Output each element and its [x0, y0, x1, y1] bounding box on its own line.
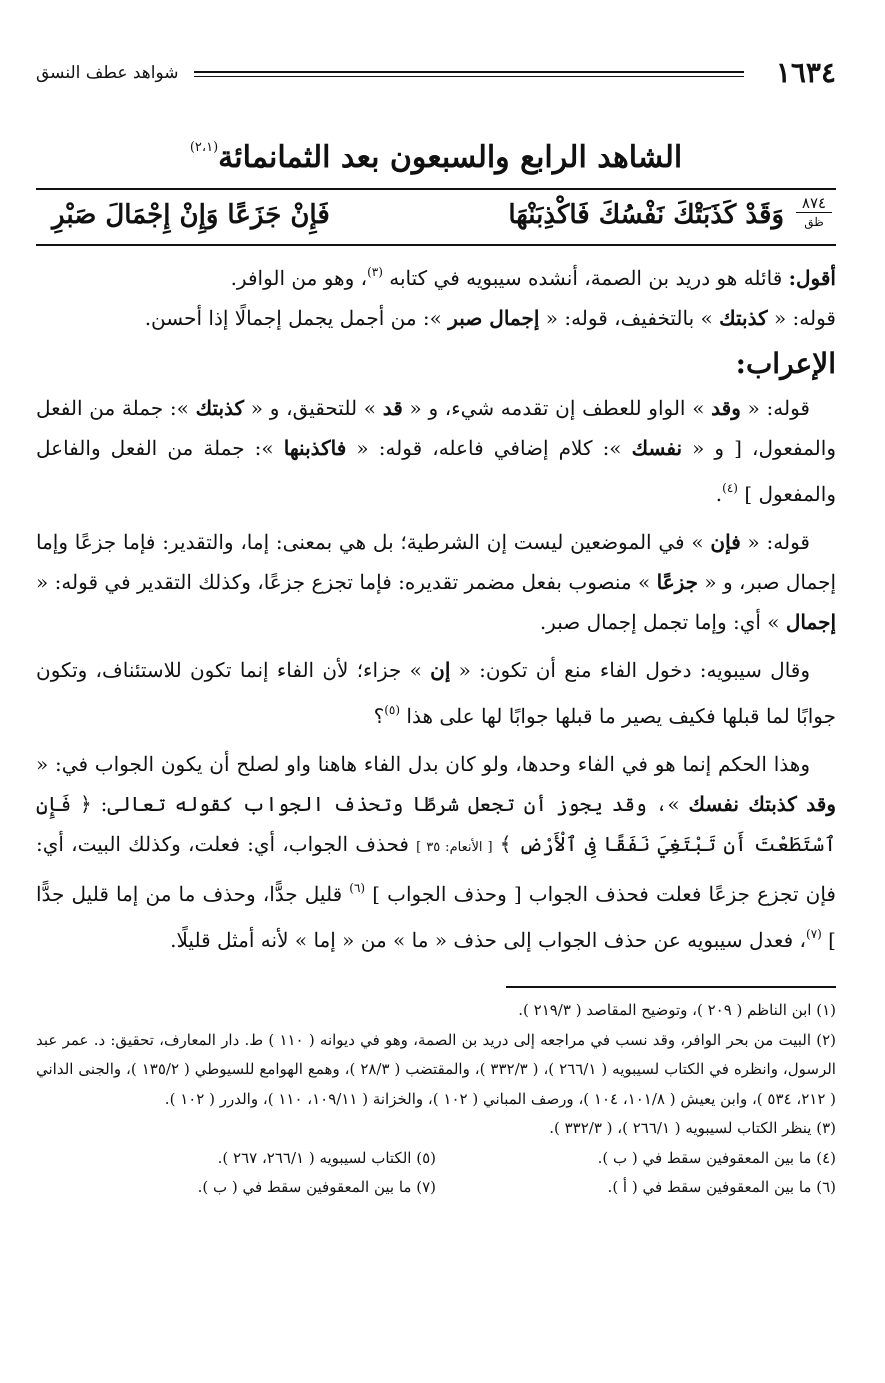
quran-citation: [ الأنعام: ٣٥ ] [416, 840, 493, 855]
footnotes [36, 996, 836, 1203]
irab-paragraph-1: قوله: « وقد » الواو للعطف إن تقدمه شيء، و « قد » للتحقيق، و « كذبتك »: جملة من الفعل والمفعول، [ و « نفسك »: كلام إضافي فاعله، قوله: « فاكذبنها »: جملة من الفعل والفاعل والمفعول ] $^{(٤)}$. [36, 396, 836, 506]
footnote-ref: (٧) [806, 927, 822, 941]
footnote-separator [506, 986, 836, 988]
footnote-1: (١) ابن الناظم ( ٢٠٩ )، وتوضيح المقاصد ( ٢١٩/٣ ). [518, 1001, 836, 1019]
footnote-4: (٤) ما بين المعقوفين سقط في ( ب ). [597, 1148, 836, 1167]
footnote-6: (٦) ما بين المعقوفين سقط في ( أ ). [607, 1178, 836, 1196]
page-number: ١٦٣٤ [775, 56, 836, 89]
footnote-ref: (٤) [722, 481, 738, 495]
book-page [36, 56, 836, 1203]
verse-second-hemistich: فَإِنْ جَزَعًا وَإِنْ إِجْمَالَ صَبْرِ [52, 200, 330, 230]
title-footnote-ref: (٢،١) [189, 140, 219, 155]
verse-number-value: ٨٧٤ [796, 194, 832, 213]
footnote-3: (٣) ينظر الكتاب لسيبويه ( ٢٦٦/١ )، ( ٣٣٢/٣ ). [549, 1119, 836, 1137]
footnote-2: (٢) البيت من بحر الوافر، وقد نسب في مراجعه إلى دريد بن الصمة، وهو في ديوانه ( ١١٠ ) ط. دار المعارف، تحقيق: د. عمر عبد الرسول، وانظره في الكتاب لسيبويه ( ٢٦٦/١ )، ( ٣٣٢/٣ )، والمقتضب ( ٢٨/٣ )، وهمع الهوامع للسيوطي ( ١٣٥/٢ )، والجنى الداني ( ٢١٢، ٥٣٤ )، وابن يعيش ( ١٠١/٨، ١٠٤ )، ورصف المباني ( ١٠٢ )، والخزانة ( ١٠٩/١١، ١١٠ )، والدرر ( ١٠٢ ). [36, 1030, 836, 1108]
running-header [36, 56, 836, 90]
commentary-body [36, 252, 836, 960]
section-heading-irab: الإعراب: [735, 347, 836, 380]
title-text: الشاهد الرابع والسبعون بعد الثمانمائة [218, 140, 683, 175]
footnote-ref: (٣) [367, 265, 383, 279]
irab-paragraph-2: قوله: « فإن » في الموضعين ليست إن الشرطية؛ بل هي بمعنى: إما، والتقدير: فإما جزعًا وإما إجمال صبر، و « جزعًا » منصوب بفعل مضمر تقديره: فإما تجزع جزعًا، وكذلك التقدير في قوله: « إجمال » أي: وإما تجمل إجمال صبر. [36, 530, 836, 634]
irab-paragraph-3: وقال سيبويه: دخول الفاء منع أن تكون: « إن » جزاء؛ لأن الفاء إنما تكون للاستئناف، وتكون جوابًا لما قبلها فكيف يصير ما قبلها جوابًا لها على هذا $^{(٥)}$؟ [36, 658, 836, 728]
verse-number [796, 194, 832, 231]
footnote-row [36, 1144, 836, 1174]
page-title [36, 128, 836, 178]
footnote-5: (٥) الكتاب لسيبويه ( ٢٦٦/١، ٢٦٧ ). [217, 1148, 436, 1167]
footnote-7: (٧) ما بين المعقوفين سقط في ( ب ). [197, 1178, 436, 1196]
running-title: شواهد عطف النسق [36, 63, 179, 83]
intro-paragraph-2: قوله: « كذبتك » بالتخفيف، قوله: « إجمال صبر »: من أجمل يجمل إجمالًا إذا أحسن. [144, 306, 836, 330]
verse-first-hemistich: وَقَدْ كَذَبَتْكَ نَفْسُكَ فَاكْذِبَنْهَا [508, 200, 784, 230]
footnote-ref: (٦) [349, 881, 366, 895]
verse-source-code: ظق [804, 215, 824, 229]
footnote-row [36, 1173, 836, 1203]
footnote-ref: (٥) [384, 703, 401, 717]
irab-paragraph-4: وهذا الحكم إنما هو في الفاء وحدها، ولو كان بدل الفاء هاهنا واو لصلح أن يكون الجواب في: « وقد كذبتك نفسك »، وقد يجوز أن تجعل شرطًا وتحذف الجواب كقوله تعالى: ﴿ فَإِنِ ٱسْتَطَعْتَ أَن تَبْتَغِيَ نَفَقًا فِى ٱلْأَرْضِ ﴾ [ الأنعام: ٣٥ ] فحذف الجواب، أي: فعلت، وكذلك البيت، أي: فإن تجزع جزعًا فعلت فحذف الجواب [ وحذف الجواب ] $^{(٦)}$ قليل جدًّا، وحذف ما من إما قليل جدًّا ] $^{(٧)}$، فعدل سيبويه عن حذف الجواب إلى حذف « ما » من « إما » لأنه أمثل قليلًا. [36, 752, 836, 952]
verse-box [36, 188, 836, 246]
intro-paragraph-1: أقول: قائله هو دريد بن الصمة، أنشده سيبويه في كتابه $^{(٣)}$، وهو من الوافر. [230, 265, 836, 290]
header-double-rule [194, 71, 744, 77]
